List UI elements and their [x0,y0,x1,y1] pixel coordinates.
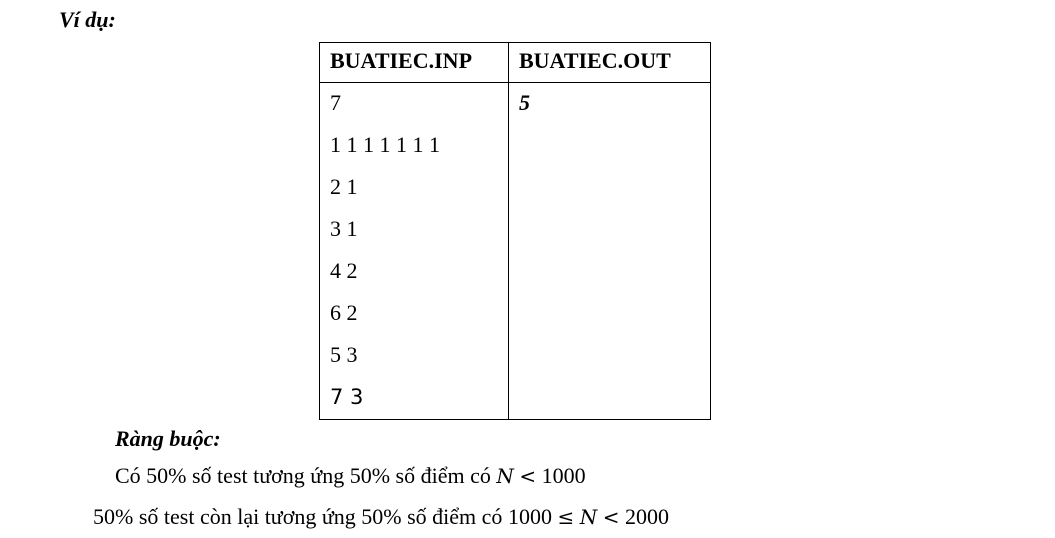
table-header-row [320,43,711,83]
constraints-title: Ràng buộc: [115,426,221,451]
table-body-row [320,83,711,420]
math-variable: N [579,505,598,529]
constraint-text: Có 50% số test tương ứng 50% số điểm có [115,463,491,488]
input-line: 7 [330,90,341,115]
input-file-header: BUATIEC.INP [320,43,509,83]
constraint-text: 50% số test còn lại tương ứng 50% số điểm có [93,504,503,529]
math-value: 2000 [624,504,669,529]
input-line: 6 2 [330,300,358,325]
input-line: 7 3 [330,385,364,409]
example-heading: Ví dụ: [59,7,116,32]
math-operator: < [602,505,620,529]
math-value: 1000 [541,463,586,488]
math-variable: N [496,464,514,488]
constraint-line-2 [93,502,669,532]
example-table [319,42,711,420]
input-cell [320,83,509,420]
input-line: 5 3 [330,342,358,367]
input-line: 2 1 [330,174,358,199]
constraint-line-1 [115,461,586,491]
output-value: 5 [519,90,530,115]
output-file-header: BUATIEC.OUT [509,43,711,83]
math-operator: ≤ [557,505,575,529]
input-line: 4 2 [330,258,358,283]
input-line: 3 1 [330,216,358,241]
math-value: 1000 [507,504,552,529]
math-operator: < [519,464,537,488]
input-line: 1 1 1 1 1 1 1 [330,132,440,157]
output-cell [509,83,711,420]
